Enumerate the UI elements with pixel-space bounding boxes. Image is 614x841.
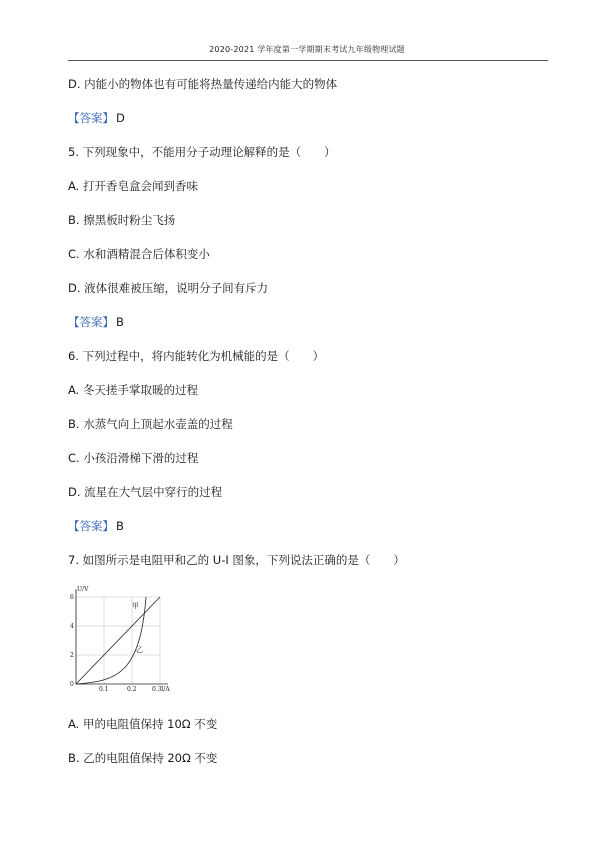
- y-tick-label: 4: [70, 623, 74, 630]
- x-axis-label: I/A: [161, 686, 170, 693]
- y-tick-label: 6: [70, 594, 74, 601]
- answer-value: D: [116, 111, 125, 125]
- option-c-q5: C. 水和酒精混合后体积变小: [68, 247, 210, 261]
- series-yi-label: 乙: [136, 646, 143, 654]
- series-yi-curve: [76, 597, 146, 684]
- option-c-q6: C. 小孩沿滑梯下滑的过程: [68, 451, 199, 465]
- series-jia-label: 甲: [132, 602, 139, 610]
- answer-q5: [68, 314, 124, 330]
- option-a-q6: A. 冬天搓手掌取暖的过程: [68, 383, 198, 397]
- option-b-q5: B. 擦黑板时粉尘飞扬: [68, 213, 176, 227]
- option-d-q4: D. 内能小的物体也有可能将热量传递给内能大的物体: [68, 77, 338, 91]
- question-6: 6. 下列过程中，将内能转化为机械能的是（ ）: [68, 349, 325, 363]
- answer-label: 【答案】: [68, 315, 114, 329]
- option-b-q6: B. 水蒸气向上顶起水壶盖的过程: [68, 417, 233, 431]
- u-i-graph: [66, 585, 176, 695]
- answer-q6: [68, 518, 124, 534]
- option-a-q7: A. 甲的电阻值保持 10Ω 不变: [68, 717, 218, 731]
- question-7: 7. 如图所示是电阻甲和乙的 U-I 图象，下列说法正确的是（ ）: [68, 553, 405, 567]
- x-tick-label: 0.2: [127, 686, 137, 693]
- y-axis-label: U/V: [77, 586, 89, 593]
- answer-value: B: [116, 519, 124, 533]
- option-d-q5: D. 液体很难被压缩，说明分子间有斥力: [68, 281, 269, 295]
- x-tick-label: 0.1: [99, 686, 109, 693]
- y-tick-label: 0: [70, 681, 74, 688]
- header-divider: [68, 60, 548, 61]
- question-5: 5. 下列现象中，不能用分子动理论解释的是（ ）: [68, 145, 336, 159]
- y-tick-label: 2: [70, 652, 74, 659]
- series-jia-line: [76, 597, 160, 684]
- answer-value: B: [116, 315, 124, 329]
- option-b-q7: B. 乙的电阻值保持 20Ω 不变: [68, 751, 218, 765]
- answer-label: 【答案】: [68, 111, 114, 125]
- answer-label: 【答案】: [68, 519, 114, 533]
- page-header: 2020-2021 学年度第一学期期末考试九年级物理试题: [209, 45, 405, 54]
- option-a-q5: A. 打开香皂盒会闻到香味: [68, 179, 198, 193]
- answer-q4: [68, 110, 125, 126]
- option-d-q6: D. 流星在大气层中穿行的过程: [68, 485, 223, 499]
- x-tick-label: 0.3: [152, 686, 162, 693]
